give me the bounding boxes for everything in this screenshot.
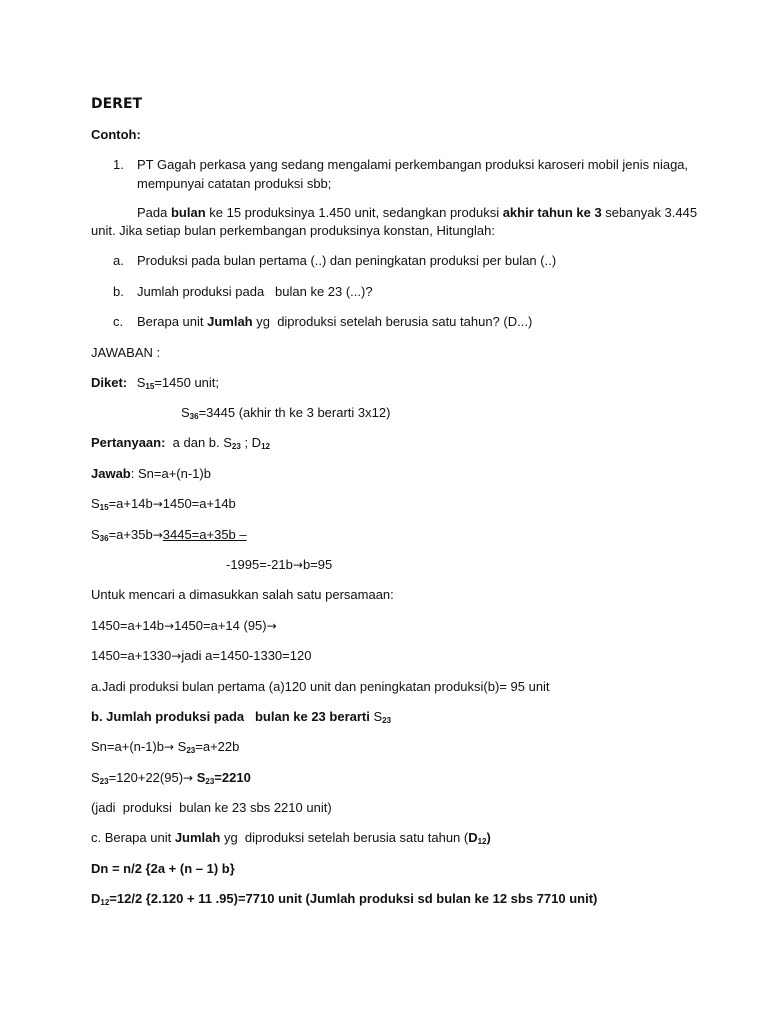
- problem-text-line1: PT Gagah perkasa yang sedang mengalami perkembangan produksi karoseri mobil jenis niaga,: [137, 157, 689, 172]
- para-text: ke 15 produksinya 1.450 unit, sedangkan produksi: [205, 205, 503, 220]
- diket-line: Diket: $S_{15}=1450$ unit;: [91, 375, 220, 391]
- arrow-right-icon: →: [292, 558, 303, 572]
- page-title: DERET: [91, 96, 143, 112]
- item-b-text: Jumlah produksi pada bulan ke 23 (...)?: [137, 284, 373, 299]
- dn-formula: Dn = n/2 {2a + (n – 1) b}: [91, 861, 235, 876]
- item-c-marker: c.: [113, 314, 124, 329]
- result-a-text: a.Jadi produksi bulan pertama (a)120 unit dan peningkatan produksi(b)= 95 unit: [91, 679, 550, 694]
- arrow-right-icon: →: [152, 528, 163, 542]
- contoh-label: Contoh:: [91, 127, 141, 142]
- untuk-text: Untuk mencari a dimasukkan salah satu persamaan:: [91, 587, 394, 602]
- step-s36-line: $S_{36}=a+35b\to 3445=a+35b$ –: [91, 527, 247, 543]
- problem-paragraph-line2: unit. Jika setiap bulan perkembangan produksinya konstan, Hitunglah:: [91, 223, 495, 238]
- item-b-marker: b.: [113, 284, 124, 299]
- arrow-right-icon: →: [152, 497, 163, 511]
- step-diff-line: -1995=-21b→b=95: [226, 557, 333, 572]
- para-bold-bulan: bulan: [170, 205, 206, 220]
- sub-line-1: 1450=a+14b→1450=a+14 (95)→: [91, 618, 277, 633]
- d12-line: $D_{12}=12/2$ {2.120 + 11 .95)=7710 unit (Jumlah produksi sd bulan ke 12 sbs 7710 unit): [91, 891, 598, 907]
- c-line: c. Berapa unit Jumlah yg diproduksi setelah berusia satu tahun $(D_{12})$: [91, 830, 491, 846]
- arrow-right-icon: →: [183, 771, 194, 785]
- pertanyaan-line: Pertanyaan: a dan b. $S_{23}$ ; $D_{12}$: [91, 435, 270, 451]
- item-a-marker: a.: [113, 253, 124, 268]
- b-heading: b. Jumlah produksi pada bulan ke 23 berarti $S_{23}$: [91, 709, 392, 725]
- arrow-right-icon: →: [164, 740, 175, 754]
- jawab-line: Jawab: Sn=a+(n-1)b: [91, 466, 211, 481]
- jawaban-label: JAWABAN :: [91, 345, 161, 360]
- sub-line-2: 1450=a+1330→jadi a=1450-1330=120: [91, 648, 312, 663]
- arrow-right-icon: →: [164, 619, 175, 633]
- arrow-right-icon: →: [266, 619, 277, 633]
- problem-paragraph-line1: [137, 204, 697, 222]
- item-c-text: Berapa unit Jumlah yg diproduksi setelah berusia satu tahun? (D...): [137, 314, 533, 329]
- diket-s36-line: $S_{36}=3445$ (akhir th ke 3 berarti 3x12): [181, 405, 391, 421]
- para-text: Pada: [137, 205, 171, 220]
- item-a-text: Produksi pada bulan pertama (..) dan peningkatan produksi per bulan (..): [137, 253, 557, 268]
- diket-label: Diket:: [91, 375, 128, 390]
- step-s15-line: $S_{15}=a+14b\to 1450=a+14b$: [91, 496, 236, 512]
- para-text: sebanyak 3.445: [601, 205, 698, 220]
- jadi-b-text: (jadi produksi bulan ke 23 sbs 2210 unit): [91, 800, 332, 815]
- problem-number: 1.: [113, 157, 124, 172]
- arrow-right-icon: →: [171, 649, 182, 663]
- s23-line: $S_{23}=120+22(95)\to S_{23}=2210$: [91, 770, 251, 786]
- para-bold-akhir-tahun: akhir tahun ke 3: [502, 205, 602, 220]
- sn-line: $Sn=a+(n-1)b\to S_{23}=a+22b$: [91, 739, 240, 755]
- problem-text-line2: mempunyai catatan produksi sbb;: [137, 176, 332, 191]
